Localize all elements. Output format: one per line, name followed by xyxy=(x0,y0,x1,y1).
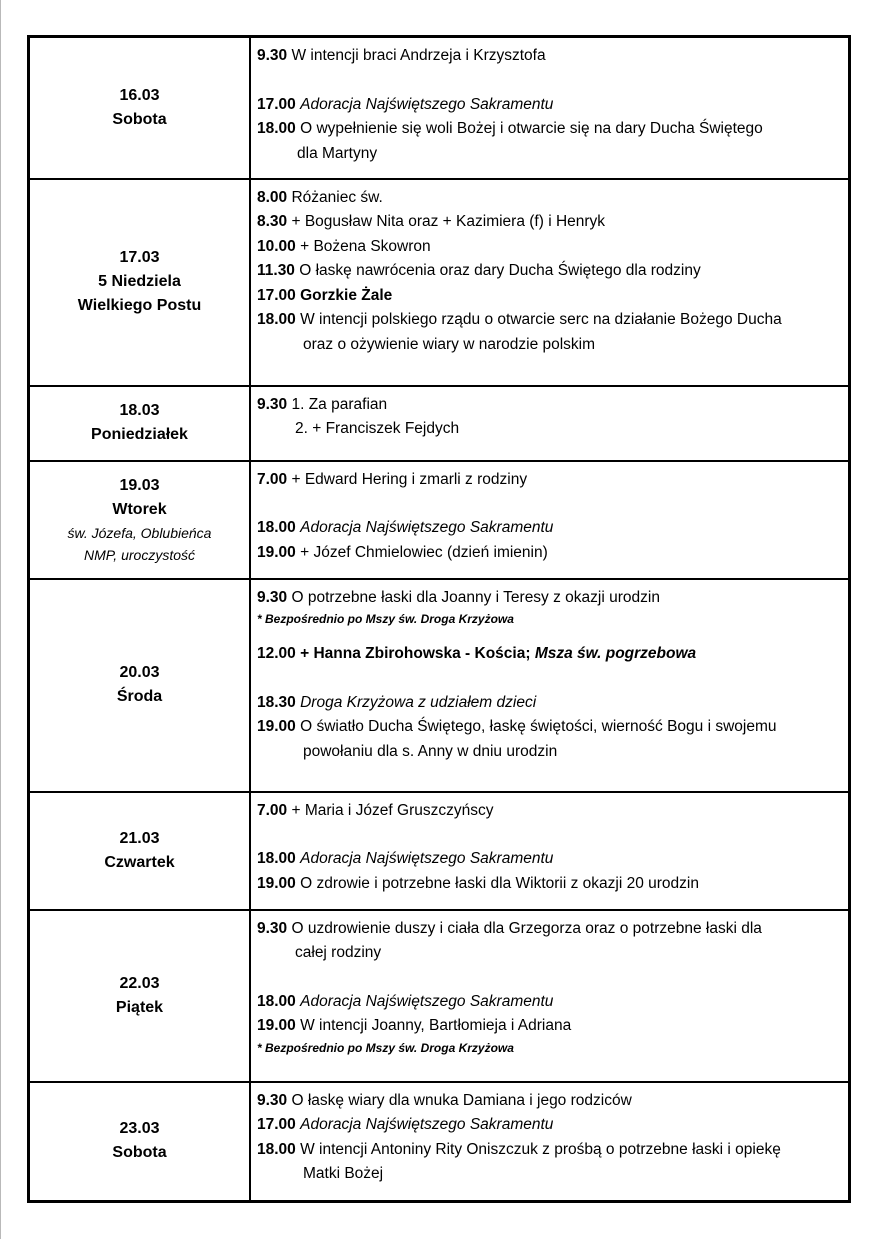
schedule-row xyxy=(29,37,850,179)
day-name: Sobota xyxy=(112,1144,167,1162)
entry xyxy=(257,541,842,566)
entry-time: 7.00 xyxy=(257,470,288,488)
entry xyxy=(257,586,842,611)
entry xyxy=(257,308,842,333)
entry-text: Droga Krzyżowa z udziałem dzieci xyxy=(300,693,537,711)
day-date: 19.03 xyxy=(119,476,160,494)
day-name: Czwartek xyxy=(104,853,175,871)
day-date: 22.03 xyxy=(119,974,160,992)
entry-text: O zdrowie i potrzebne łaski dla Wiktorii z okazji 20 urodzin xyxy=(300,874,699,892)
entry xyxy=(257,691,842,716)
entry-time: 19.00 xyxy=(257,718,296,735)
day-cell xyxy=(29,386,251,461)
schedule-row xyxy=(29,386,850,461)
entry-time: 18.00 xyxy=(257,311,296,328)
day-name-2: Wielkiego Postu xyxy=(77,297,202,314)
entry-time: 18.00 xyxy=(257,519,296,536)
schedule-row xyxy=(29,461,850,579)
day-date: 23.03 xyxy=(119,1120,160,1138)
entry-time: 8.30 xyxy=(257,213,288,230)
entry xyxy=(257,1138,842,1163)
entries-cell xyxy=(250,910,850,1082)
entry-time: 18.00 xyxy=(257,850,296,867)
entry xyxy=(257,799,842,824)
entry-text: O łaskę wiary dla wnuka Damiana i jego rodziców xyxy=(291,1091,632,1109)
entry xyxy=(257,715,842,740)
entry-text: W intencji polskiego rządu o otwarcie serc na działanie Bożego Ducha xyxy=(300,311,782,328)
entry-time: 18.00 xyxy=(257,120,296,137)
entries-cell xyxy=(250,579,850,792)
entry-text: W intencji Joanny, Bartłomieja i Adriana xyxy=(300,1017,572,1034)
entry-text: O uzdrowienie duszy i ciała dla Grzegorza oraz o potrzebne łaski dla xyxy=(291,919,762,937)
entry-time: 17.00 xyxy=(257,286,296,304)
entry-time: 7.00 xyxy=(257,801,288,819)
entries-cell xyxy=(250,461,850,579)
day-name: Poniedziałek xyxy=(91,426,188,443)
entry-continuation: powołaniu dla s. Anny w dniu urodzin xyxy=(303,742,558,760)
entry-time: 18.30 xyxy=(257,693,296,711)
entry-text: + Bogusław Nita oraz + Kazimiera (f) i Henryk xyxy=(291,213,606,230)
day-cell xyxy=(29,1082,251,1202)
day-date: 17.03 xyxy=(119,249,160,266)
day-name: Sobota xyxy=(112,110,167,128)
entry-text: O łaskę nawrócenia oraz dary Ducha Świętego dla rodziny xyxy=(299,262,701,279)
entry-text: + Józef Chmielowiec (dzień imienin) xyxy=(300,543,548,561)
entry-note: * Bezpośrednio po Mszy św. Droga Krzyżowa xyxy=(257,612,514,626)
entry-time: 9.30 xyxy=(257,919,288,937)
day-name: Piątek xyxy=(115,998,164,1016)
entry-time: 18.00 xyxy=(257,992,296,1010)
entry xyxy=(257,847,842,872)
entry-text: Adoracja Najświętszego Sakramentu xyxy=(300,1116,554,1133)
page-edge xyxy=(0,0,1,1239)
entry-text: + Maria i Józef Gruszczyńscy xyxy=(291,801,494,819)
entry-continuation: oraz o ożywienie wiary w narodzie polskim xyxy=(303,335,596,353)
entry-text: + Edward Hering i zmarli z rodziny xyxy=(291,470,528,488)
entry xyxy=(257,259,842,284)
entry-text: Adoracja Najświętszego Sakramentu xyxy=(300,850,554,867)
entry-continuation: 2. + Franciszek Fejdych xyxy=(295,420,460,437)
entry-time: 8.00 xyxy=(257,188,288,206)
schedule-row xyxy=(29,179,850,386)
entry-continuation: całej rodziny xyxy=(295,944,382,961)
entry-text: O światło Ducha Świętego, łaskę świętości, wierność Bogu i swojemu xyxy=(300,718,777,735)
entry-time: 19.00 xyxy=(257,874,296,892)
entry xyxy=(257,284,842,309)
entry-time: 17.00 xyxy=(257,95,296,113)
entry-continuation: Matki Bożej xyxy=(303,1165,384,1182)
day-cell xyxy=(29,910,251,1082)
entry xyxy=(257,235,842,260)
schedule-row xyxy=(29,1082,850,1202)
schedule-row xyxy=(29,910,850,1082)
entry xyxy=(257,872,842,897)
entry xyxy=(257,468,842,493)
entry xyxy=(257,516,842,541)
entry-time: 11.30 xyxy=(257,262,295,279)
day-date: 21.03 xyxy=(119,829,160,847)
entry-time: 9.30 xyxy=(257,395,288,413)
entry-text: W intencji braci Andrzeja i Krzysztofa xyxy=(291,47,546,64)
entry-time: 9.30 xyxy=(257,588,288,606)
day-name: Środa xyxy=(116,688,163,705)
day-cell xyxy=(29,179,251,386)
day-cell xyxy=(29,37,251,179)
entry-extra: Msza św. pogrzebowa xyxy=(534,645,697,662)
entries-cell xyxy=(250,386,850,461)
entry-continuation: dla Martyny xyxy=(297,144,378,162)
entry xyxy=(257,1089,842,1114)
entry-time: 19.00 xyxy=(257,1017,296,1034)
entry xyxy=(257,210,842,235)
day-name: Wtorek xyxy=(112,500,167,518)
entry-time: 9.30 xyxy=(257,1091,288,1109)
entry-time: 10.00 xyxy=(257,237,296,255)
entry-time: 18.00 xyxy=(257,1140,296,1158)
day-date: 20.03 xyxy=(119,664,160,681)
feast-line-2: NMP, uroczystość xyxy=(84,546,195,563)
entry xyxy=(257,93,842,118)
entry-text: O wypełnienie się woli Bożej i otwarcie się na dary Ducha Świętego xyxy=(300,120,763,137)
entry xyxy=(257,1014,842,1039)
schedule-row xyxy=(29,579,850,792)
entry-text: Różaniec św. xyxy=(291,188,383,206)
entry-time: 9.30 xyxy=(257,47,288,64)
entries-cell xyxy=(250,792,850,910)
day-date: 18.03 xyxy=(119,402,160,419)
entry-text: Adoracja Najświętszego Sakramentu xyxy=(300,992,554,1010)
entry-text: O potrzebne łaski dla Joanny i Teresy z okazji urodzin xyxy=(291,588,660,606)
day-cell xyxy=(29,792,251,910)
entry-text: Adoracja Najświętszego Sakramentu xyxy=(300,95,554,113)
entry-text: + Bożena Skowron xyxy=(300,237,431,255)
feast-line-1: św. Józefa, Oblubieńca xyxy=(67,524,212,541)
entry xyxy=(257,917,842,942)
mass-schedule-table xyxy=(27,35,851,1203)
entry-text: 1. Za parafian xyxy=(291,395,388,413)
entry-note: * Bezpośrednio po Mszy św. Droga Krzyżowa xyxy=(257,1040,514,1055)
entry-text: Adoracja Najświętszego Sakramentu xyxy=(300,519,554,536)
day-cell xyxy=(29,579,251,792)
entry-text: Gorzkie Żale xyxy=(300,286,393,304)
entry xyxy=(257,186,842,211)
entry xyxy=(257,990,842,1015)
entry-time: 12.00 xyxy=(257,645,296,662)
entries-cell xyxy=(250,1082,850,1202)
entry-time: 17.00 xyxy=(257,1116,296,1133)
day-cell xyxy=(29,461,251,579)
entries-cell xyxy=(250,179,850,386)
entry xyxy=(257,1113,842,1138)
day-name: 5 Niedziela xyxy=(98,273,181,290)
entry-text: W intencji Antoniny Rity Oniszczuk z prośbą o potrzebne łaski i opiekę xyxy=(300,1140,781,1158)
entry-time: 19.00 xyxy=(257,543,296,561)
entry-text: + Hanna Zbirohowska - Kościa; xyxy=(300,645,531,662)
day-date: 16.03 xyxy=(119,86,160,104)
entry xyxy=(257,642,842,667)
entries-cell xyxy=(250,37,850,179)
schedule-row xyxy=(29,792,850,910)
entry xyxy=(257,117,842,142)
entry xyxy=(257,393,842,418)
entry xyxy=(257,44,842,69)
